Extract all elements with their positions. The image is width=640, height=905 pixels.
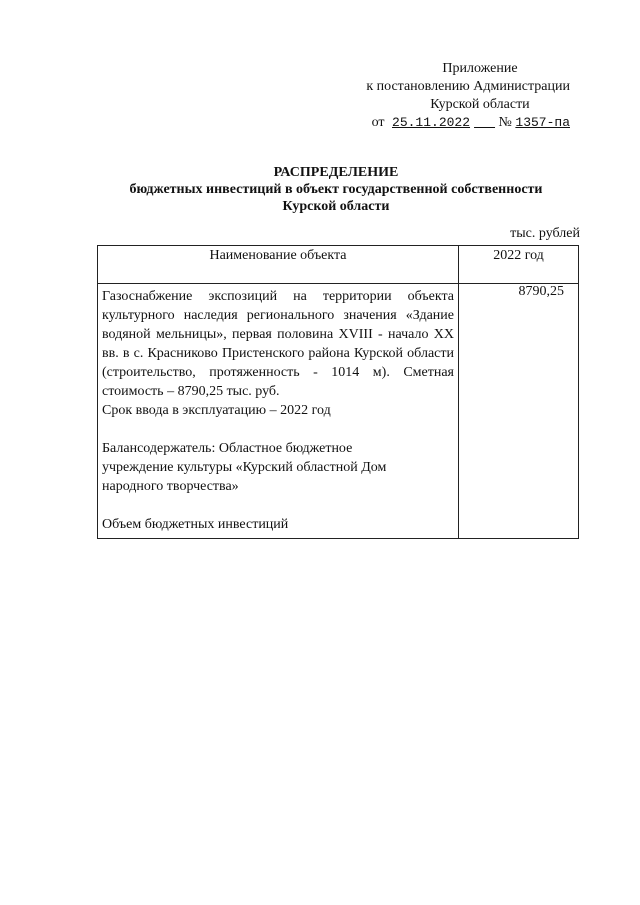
header-year: 2022 год [459,246,579,284]
title-line-3: Курской области [282,199,390,214]
table-row [98,284,579,539]
units-label: тыс. рублей [510,226,580,241]
total-label: Объем бюджетных инвестиций [102,517,289,532]
appendix-title: Приложение [442,61,518,76]
number-prefix: № [498,115,512,130]
balance-holder-line-1: Балансодержатель: Областное бюджетное [102,441,353,456]
resolution-date: 25.11.2022 [392,115,471,130]
table-header-row [98,246,579,284]
total-value: 8790,25 [459,284,579,539]
appendix-date-row [330,114,570,132]
object-cell [98,284,459,539]
title-line-2: бюджетных инвестиций в объект государственной собственности [129,182,543,197]
commissioning-date: Срок ввода в эксплуатацию – 2022 год [102,403,331,418]
balance-holder-line-3: народного творчества» [102,479,239,494]
document-title [96,164,576,215]
balance-holder-line-2: учреждение культуры «Курский областной Дом [102,460,387,475]
appendix-block [330,60,570,132]
object-description: Газоснабжение экспозиций на территории объекта культурного наследия регионального значения «Здание водяной мельницы», первая половина XVIII - начало XX вв. в с. Красниково Пристенского района Курской области (строительство, протяженность - 1014 м). Сметная стоимость – 8790,25 тыс. руб. [102,289,454,399]
appendix-resolution: к постановлению Администрации [366,79,570,94]
header-object-name: Наименование объекта [98,246,459,284]
appendix-region: Курской области [430,97,530,112]
date-underline [474,115,495,130]
date-prefix: от [371,115,385,130]
title-line-1: РАСПРЕДЕЛЕНИЕ [273,165,399,180]
resolution-number: 1357-па [515,115,570,130]
investment-table [97,245,579,539]
